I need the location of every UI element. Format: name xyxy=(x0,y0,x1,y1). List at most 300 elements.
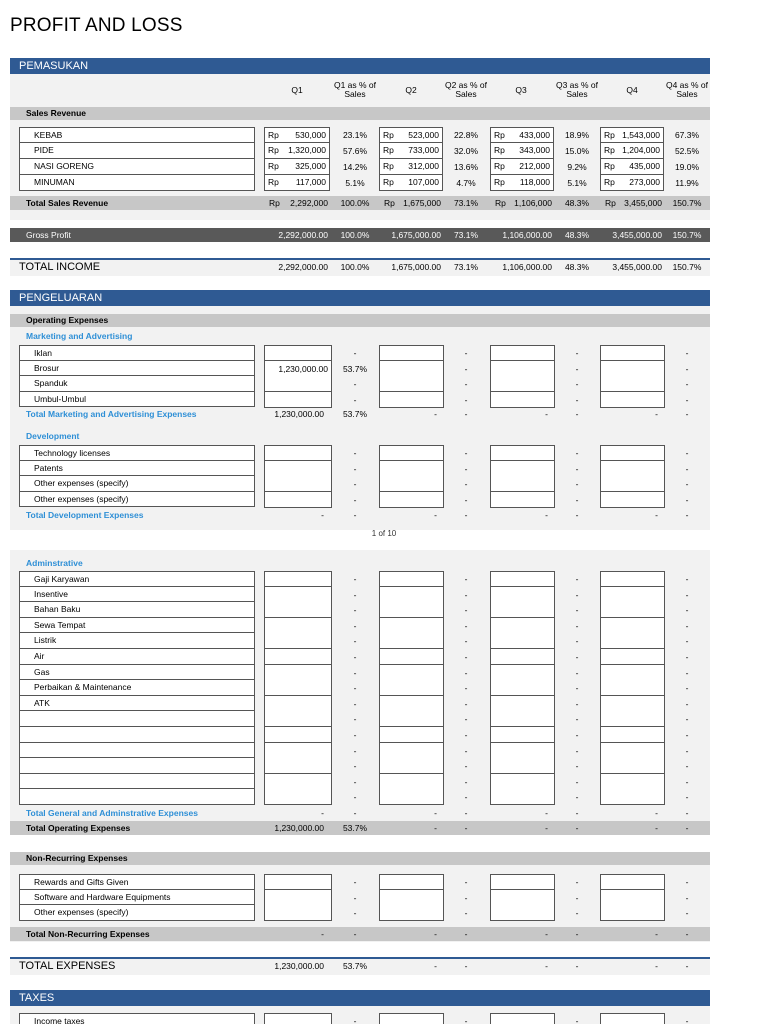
total-percent: - xyxy=(575,929,579,939)
sales-value-cell[interactable] xyxy=(600,143,664,159)
expense-percent: - xyxy=(464,652,468,662)
expense-value-cell[interactable] xyxy=(600,618,665,634)
total-percent: 150.7% xyxy=(672,230,702,240)
total-percent: - xyxy=(353,510,357,520)
tax-item-label: Income taxes xyxy=(19,1013,255,1024)
total-value: 3,455,000.00 xyxy=(612,262,662,272)
expense-value-cell[interactable] xyxy=(490,392,555,408)
total-value: - xyxy=(434,929,437,939)
expense-percent: - xyxy=(464,479,468,490)
expense-value-cell[interactable] xyxy=(379,392,444,408)
expense-value-cell[interactable] xyxy=(264,743,332,759)
expense-item-label: Listrik xyxy=(19,633,255,649)
expense-value-cell[interactable] xyxy=(379,727,444,743)
total-percent: 150.7% xyxy=(672,262,702,272)
expense-item-label xyxy=(19,743,255,759)
expense-percent: - xyxy=(464,892,468,903)
total-income-row: TOTAL INCOME xyxy=(10,258,710,276)
expense-value-cell[interactable] xyxy=(379,874,444,890)
expense-value-cell[interactable] xyxy=(379,890,444,906)
expense-value-cell[interactable] xyxy=(600,445,665,461)
tax-value-cell[interactable] xyxy=(379,1013,444,1024)
expense-percent: - xyxy=(575,792,579,803)
currency-label: Rp xyxy=(268,145,279,155)
expense-value-cell[interactable] xyxy=(600,743,665,759)
expense-value-cell[interactable] xyxy=(379,492,444,508)
expense-value-cell[interactable] xyxy=(264,492,332,508)
expense-value-cell[interactable] xyxy=(490,680,555,696)
total-value: - xyxy=(655,929,658,939)
expenses-section-header: PENGELUARAN xyxy=(10,290,710,306)
expense-value-cell[interactable] xyxy=(379,649,444,665)
expense-value-cell[interactable] xyxy=(264,890,332,906)
expense-item-label: Iklan xyxy=(19,345,255,361)
expense-percent: - xyxy=(575,394,579,405)
expense-value-cell[interactable] xyxy=(600,774,665,790)
expense-percent: - xyxy=(464,683,468,694)
currency-label: Rp xyxy=(384,198,395,208)
currency-label: Rp xyxy=(604,145,615,155)
currency-label: Rp xyxy=(268,177,279,187)
expense-percent: - xyxy=(353,589,357,600)
expense-percent: - xyxy=(353,379,357,390)
sales-value-cell[interactable] xyxy=(490,143,554,159)
expense-percent: - xyxy=(575,877,579,887)
sales-value-cell[interactable] xyxy=(264,127,330,143)
expense-percent: - xyxy=(353,877,357,887)
sales-percent: 23.1% xyxy=(342,130,368,140)
sales-percent: 32.0% xyxy=(453,146,479,156)
expense-value-cell[interactable] xyxy=(600,633,665,649)
expense-item-label: Gas xyxy=(19,665,255,681)
expense-value-cell[interactable] xyxy=(490,649,555,665)
sales-percent: 13.6% xyxy=(453,162,479,172)
sales-value: 1,543,000 xyxy=(622,130,660,140)
tax-value-cell[interactable] xyxy=(264,1013,332,1024)
expense-item-label: Perbaikan & Maintenance xyxy=(19,680,255,696)
expense-value-cell[interactable] xyxy=(600,376,665,392)
tax-percent: - xyxy=(575,1016,579,1026)
tax-value-cell[interactable] xyxy=(490,1013,555,1024)
expense-percent: - xyxy=(464,761,468,772)
sales-value: 117,000 xyxy=(295,177,326,187)
expense-percent: - xyxy=(685,683,689,694)
expense-item-label: Rewards and Gifts Given xyxy=(19,874,255,890)
expense-value-cell[interactable] xyxy=(264,665,332,681)
expense-percent: - xyxy=(464,589,468,600)
expense-percent: - xyxy=(685,620,689,631)
expense-value-cell[interactable] xyxy=(600,492,665,508)
expense-value-cell[interactable] xyxy=(264,905,332,921)
total-percent: - xyxy=(575,510,579,520)
development-label: Development xyxy=(26,431,80,441)
expense-value-cell[interactable] xyxy=(264,711,332,727)
expense-value-cell[interactable] xyxy=(600,361,665,377)
expense-percent: - xyxy=(685,877,689,887)
expense-value-cell[interactable] xyxy=(264,445,332,461)
expense-percent: - xyxy=(685,745,689,756)
total-percent: 100.0% xyxy=(340,198,370,208)
total-percent: 73.1% xyxy=(453,230,479,240)
total-percent: 73.1% xyxy=(453,198,479,208)
expense-value-cell[interactable] xyxy=(600,874,665,890)
expense-percent: - xyxy=(575,714,579,725)
expense-value-cell[interactable] xyxy=(379,376,444,392)
sales-value-cell[interactable] xyxy=(490,159,554,175)
expense-value-cell[interactable] xyxy=(379,905,444,921)
expense-percent: - xyxy=(464,463,468,474)
expense-value-cell[interactable] xyxy=(490,376,555,392)
expense-value-cell[interactable] xyxy=(264,758,332,774)
expense-value-cell[interactable] xyxy=(379,587,444,603)
total-percent: - xyxy=(353,808,357,818)
expense-value-cell[interactable] xyxy=(379,602,444,618)
sales-value: 325,000 xyxy=(295,161,326,171)
expense-value-cell[interactable] xyxy=(600,649,665,665)
total-percent: - xyxy=(685,929,689,939)
gross-profit-row: Gross Profit xyxy=(10,228,710,242)
expense-value-cell[interactable] xyxy=(379,758,444,774)
expense-item-label xyxy=(19,789,255,805)
total-percent: 53.7% xyxy=(342,823,368,833)
page-title: PROFIT AND LOSS xyxy=(10,15,183,36)
sales-percent: 11.9% xyxy=(675,178,699,188)
expense-percent: - xyxy=(464,348,468,358)
expense-value-cell[interactable] xyxy=(264,696,332,712)
expense-value-cell[interactable] xyxy=(490,445,555,461)
expense-percent: - xyxy=(685,605,689,616)
total-value: - xyxy=(434,808,437,818)
expense-value-cell[interactable] xyxy=(490,874,555,890)
total-value: 1,106,000 xyxy=(514,198,552,208)
expense-percent: - xyxy=(464,877,468,887)
expense-percent: - xyxy=(464,908,468,919)
expense-value-cell[interactable] xyxy=(379,774,444,790)
expense-item-label: Spanduk xyxy=(19,376,255,392)
expense-value-cell[interactable] xyxy=(379,445,444,461)
expense-percent: - xyxy=(464,363,468,374)
expense-percent: - xyxy=(685,348,689,358)
total-percent: 100.0% xyxy=(340,230,370,240)
expense-value-cell[interactable] xyxy=(379,618,444,634)
expense-value-cell[interactable] xyxy=(490,905,555,921)
expense-percent: - xyxy=(353,494,357,505)
sales-value: 523,000 xyxy=(408,130,439,140)
expense-percent: - xyxy=(685,761,689,772)
expense-value-cell[interactable] xyxy=(490,789,555,805)
expense-percent: - xyxy=(353,683,357,694)
expense-percent: - xyxy=(685,363,689,374)
expense-value-cell[interactable] xyxy=(264,376,332,392)
non-recurring-subheader: Non-Recurring Expenses xyxy=(10,852,710,865)
total-value: - xyxy=(545,823,548,833)
currency-label: Rp xyxy=(494,145,505,155)
currency-label: Rp xyxy=(604,130,615,140)
expense-value-cell[interactable] xyxy=(490,743,555,759)
expense-percent: - xyxy=(464,620,468,631)
tax-value-cell[interactable] xyxy=(600,1013,665,1024)
expense-value-cell[interactable] xyxy=(490,361,555,377)
total-percent: - xyxy=(685,961,689,971)
expense-value-cell[interactable] xyxy=(490,571,555,587)
currency-label: Rp xyxy=(268,130,279,140)
expense-percent: - xyxy=(685,667,689,678)
expense-value-cell[interactable] xyxy=(379,680,444,696)
sales-value-cell[interactable] xyxy=(379,143,443,159)
expense-value-cell[interactable] xyxy=(600,696,665,712)
expense-value-cell[interactable] xyxy=(600,905,665,921)
expense-value-cell[interactable] xyxy=(264,587,332,603)
expense-value-cell[interactable] xyxy=(600,890,665,906)
marketing-total-label: Total Marketing and Advertising Expenses xyxy=(26,409,197,419)
expense-percent: - xyxy=(464,745,468,756)
expense-percent: - xyxy=(353,730,357,740)
sales-value-cell[interactable] xyxy=(379,175,443,191)
expense-percent: - xyxy=(464,792,468,803)
total-percent: 48.3% xyxy=(564,198,590,208)
expense-value-cell[interactable] xyxy=(264,618,332,634)
total-percent: 73.1% xyxy=(453,262,479,272)
expense-percent: - xyxy=(575,745,579,756)
expense-value-cell[interactable] xyxy=(490,476,555,492)
expense-value-cell[interactable] xyxy=(490,461,555,477)
expense-percent: - xyxy=(575,605,579,616)
total-percent: - xyxy=(464,409,468,419)
sales-value: 312,000 xyxy=(408,161,439,171)
sales-value-cell[interactable] xyxy=(264,143,330,159)
expense-value-cell[interactable] xyxy=(490,492,555,508)
currency-label: Rp xyxy=(495,198,506,208)
total-value: 3,455,000.00 xyxy=(612,230,662,240)
expense-value-cell[interactable] xyxy=(379,345,444,361)
expense-percent: - xyxy=(353,348,357,358)
expense-value-cell[interactable] xyxy=(600,476,665,492)
currency-label: Rp xyxy=(494,161,505,171)
sales-value-cell[interactable] xyxy=(379,127,443,143)
total-percent: 48.3% xyxy=(564,262,590,272)
total-value: - xyxy=(434,823,437,833)
sales-revenue-subheader: Sales Revenue xyxy=(10,107,710,120)
total-value: - xyxy=(545,808,548,818)
sales-percent: 5.1% xyxy=(567,178,587,188)
expense-value-cell[interactable] xyxy=(264,392,332,408)
total-value: - xyxy=(434,510,437,520)
sales-item-label: KEBAB xyxy=(19,127,255,143)
expense-percent: - xyxy=(575,776,579,787)
expense-percent: - xyxy=(353,620,357,631)
expense-value-cell[interactable] xyxy=(264,633,332,649)
sales-percent: 5.1% xyxy=(345,178,365,188)
expense-percent: - xyxy=(575,892,579,903)
total-percent: - xyxy=(575,961,579,971)
expense-value-cell[interactable] xyxy=(264,727,332,743)
expense-percent: - xyxy=(464,698,468,709)
expense-item-label xyxy=(19,774,255,790)
total-percent: - xyxy=(685,510,689,520)
expense-value-cell[interactable] xyxy=(600,711,665,727)
total-percent: - xyxy=(353,929,357,939)
sales-value: 1,320,000 xyxy=(288,145,326,155)
column-header: Q3 as % of Sales xyxy=(555,80,599,99)
expense-value-cell[interactable] xyxy=(490,727,555,743)
expense-value-cell[interactable] xyxy=(600,680,665,696)
total-percent: - xyxy=(464,510,468,520)
total-value: 1,675,000 xyxy=(403,198,441,208)
expense-value-cell[interactable] xyxy=(379,743,444,759)
sales-item-label: NASI GORENG xyxy=(19,159,255,175)
expense-value-cell[interactable] xyxy=(264,680,332,696)
expense-value-cell[interactable] xyxy=(379,461,444,477)
expense-item-label: Other expenses (specify) xyxy=(19,476,255,492)
expense-value-cell[interactable] xyxy=(490,587,555,603)
expense-value: 1,230,000.00 xyxy=(278,363,328,374)
total-value: - xyxy=(545,409,548,419)
currency-label: Rp xyxy=(269,198,280,208)
expense-percent: - xyxy=(353,448,357,458)
expense-value-cell[interactable] xyxy=(490,602,555,618)
sales-value-cell[interactable] xyxy=(490,175,554,191)
total-value: 3,455,000 xyxy=(624,198,662,208)
expense-value-cell[interactable] xyxy=(264,476,332,492)
sales-percent: 9.2% xyxy=(567,162,587,172)
sales-value-cell[interactable] xyxy=(600,175,664,191)
expense-percent: - xyxy=(353,714,357,725)
sales-value-cell[interactable] xyxy=(600,127,664,143)
sales-value: 733,000 xyxy=(408,145,439,155)
expense-percent: - xyxy=(685,494,689,505)
total-percent: 53.7% xyxy=(342,961,368,971)
expense-value-cell[interactable] xyxy=(490,890,555,906)
total-value: 1,230,000.00 xyxy=(274,961,324,971)
expense-percent: - xyxy=(353,636,357,647)
operating-expenses-subheader: Operating Expenses xyxy=(10,314,710,327)
sales-value-cell[interactable] xyxy=(264,175,330,191)
column-header: Q3 xyxy=(515,85,527,95)
expense-percent: - xyxy=(685,908,689,919)
expense-value-cell[interactable] xyxy=(379,711,444,727)
total-percent: 48.3% xyxy=(564,230,590,240)
expense-item-label xyxy=(19,727,255,743)
expense-percent: - xyxy=(575,448,579,458)
total-value: - xyxy=(545,929,548,939)
expense-value-cell[interactable] xyxy=(600,345,665,361)
expense-value-cell[interactable] xyxy=(490,711,555,727)
expense-value-cell[interactable] xyxy=(264,461,332,477)
expense-value-cell[interactable] xyxy=(379,476,444,492)
expense-value-cell[interactable] xyxy=(379,789,444,805)
expense-value-cell[interactable] xyxy=(264,345,332,361)
expense-percent: - xyxy=(464,605,468,616)
expense-item-label: Air xyxy=(19,649,255,665)
expense-percent: - xyxy=(575,761,579,772)
total-non-recurring-row: Total Non-Recurring Expenses xyxy=(10,927,710,941)
expense-value-cell[interactable] xyxy=(490,633,555,649)
sales-value: 343,000 xyxy=(519,145,550,155)
column-header: Q2 xyxy=(405,85,417,95)
expense-value-cell[interactable] xyxy=(600,461,665,477)
tax-percent: - xyxy=(685,1016,689,1026)
sales-value-cell[interactable] xyxy=(490,127,554,143)
total-value: 1,230,000.00 xyxy=(274,823,324,833)
expense-percent: - xyxy=(685,776,689,787)
expense-percent: - xyxy=(575,363,579,374)
development-total-label: Total Development Expenses xyxy=(26,510,144,520)
sales-value: 433,000 xyxy=(519,130,550,140)
expense-value-cell[interactable] xyxy=(600,571,665,587)
sales-percent: 52.5% xyxy=(674,146,700,156)
expense-value-cell[interactable] xyxy=(490,345,555,361)
tax-percent: - xyxy=(464,1016,468,1026)
total-value: 2,292,000.00 xyxy=(278,230,328,240)
total-value: - xyxy=(655,808,658,818)
total-value: - xyxy=(545,510,548,520)
expense-item-label: Patents xyxy=(19,461,255,477)
expense-value-cell[interactable] xyxy=(490,618,555,634)
expense-item-label: Umbul-Umbul xyxy=(19,392,255,408)
expense-value-cell[interactable] xyxy=(379,696,444,712)
expense-percent: - xyxy=(575,574,579,584)
expense-value-cell[interactable] xyxy=(490,758,555,774)
expense-value-cell[interactable] xyxy=(490,696,555,712)
total-value: - xyxy=(321,929,324,939)
expense-percent: - xyxy=(353,908,357,919)
expense-percent: - xyxy=(685,394,689,405)
expense-value-cell[interactable] xyxy=(490,665,555,681)
expense-percent: - xyxy=(353,479,357,490)
total-value: - xyxy=(321,808,324,818)
total-sales-row: Total Sales Revenue xyxy=(10,196,710,210)
expense-value-cell[interactable] xyxy=(600,758,665,774)
expense-percent: - xyxy=(685,574,689,584)
expense-value-cell[interactable] xyxy=(600,392,665,408)
expense-value-cell[interactable] xyxy=(264,789,332,805)
expense-percent: - xyxy=(464,714,468,725)
sales-value-cell[interactable] xyxy=(264,159,330,175)
expense-value-cell[interactable] xyxy=(600,665,665,681)
total-percent: - xyxy=(464,823,468,833)
sales-percent: 15.0% xyxy=(564,146,590,156)
sales-percent: 14.2% xyxy=(342,162,368,172)
total-value: 1,675,000.00 xyxy=(391,262,441,272)
total-value: - xyxy=(434,409,437,419)
expense-value-cell[interactable] xyxy=(264,874,332,890)
expense-value-cell[interactable] xyxy=(490,774,555,790)
expense-value-cell[interactable] xyxy=(264,571,332,587)
expense-value-cell[interactable] xyxy=(600,602,665,618)
total-percent: 53.7% xyxy=(342,409,368,419)
expense-percent: - xyxy=(353,394,357,405)
expense-value-cell[interactable] xyxy=(264,774,332,790)
expense-item-label: Sewa Tempat xyxy=(19,618,255,634)
expense-percent: - xyxy=(464,574,468,584)
sales-value-cell[interactable] xyxy=(379,159,443,175)
expense-value-cell[interactable] xyxy=(379,633,444,649)
expense-value-cell[interactable] xyxy=(379,665,444,681)
total-value: 1,106,000.00 xyxy=(502,230,552,240)
total-value: 1,675,000.00 xyxy=(391,230,441,240)
currency-label: Rp xyxy=(383,161,394,171)
expense-value-cell[interactable] xyxy=(379,361,444,377)
expense-value-cell[interactable] xyxy=(379,571,444,587)
sales-value-cell[interactable] xyxy=(600,159,664,175)
expense-value-cell[interactable] xyxy=(600,727,665,743)
expense-percent: - xyxy=(464,394,468,405)
expense-value-cell[interactable] xyxy=(264,649,332,665)
expense-value-cell[interactable] xyxy=(600,587,665,603)
expense-value-cell[interactable] xyxy=(264,602,332,618)
expense-value-cell[interactable] xyxy=(600,789,665,805)
expense-percent: - xyxy=(575,698,579,709)
